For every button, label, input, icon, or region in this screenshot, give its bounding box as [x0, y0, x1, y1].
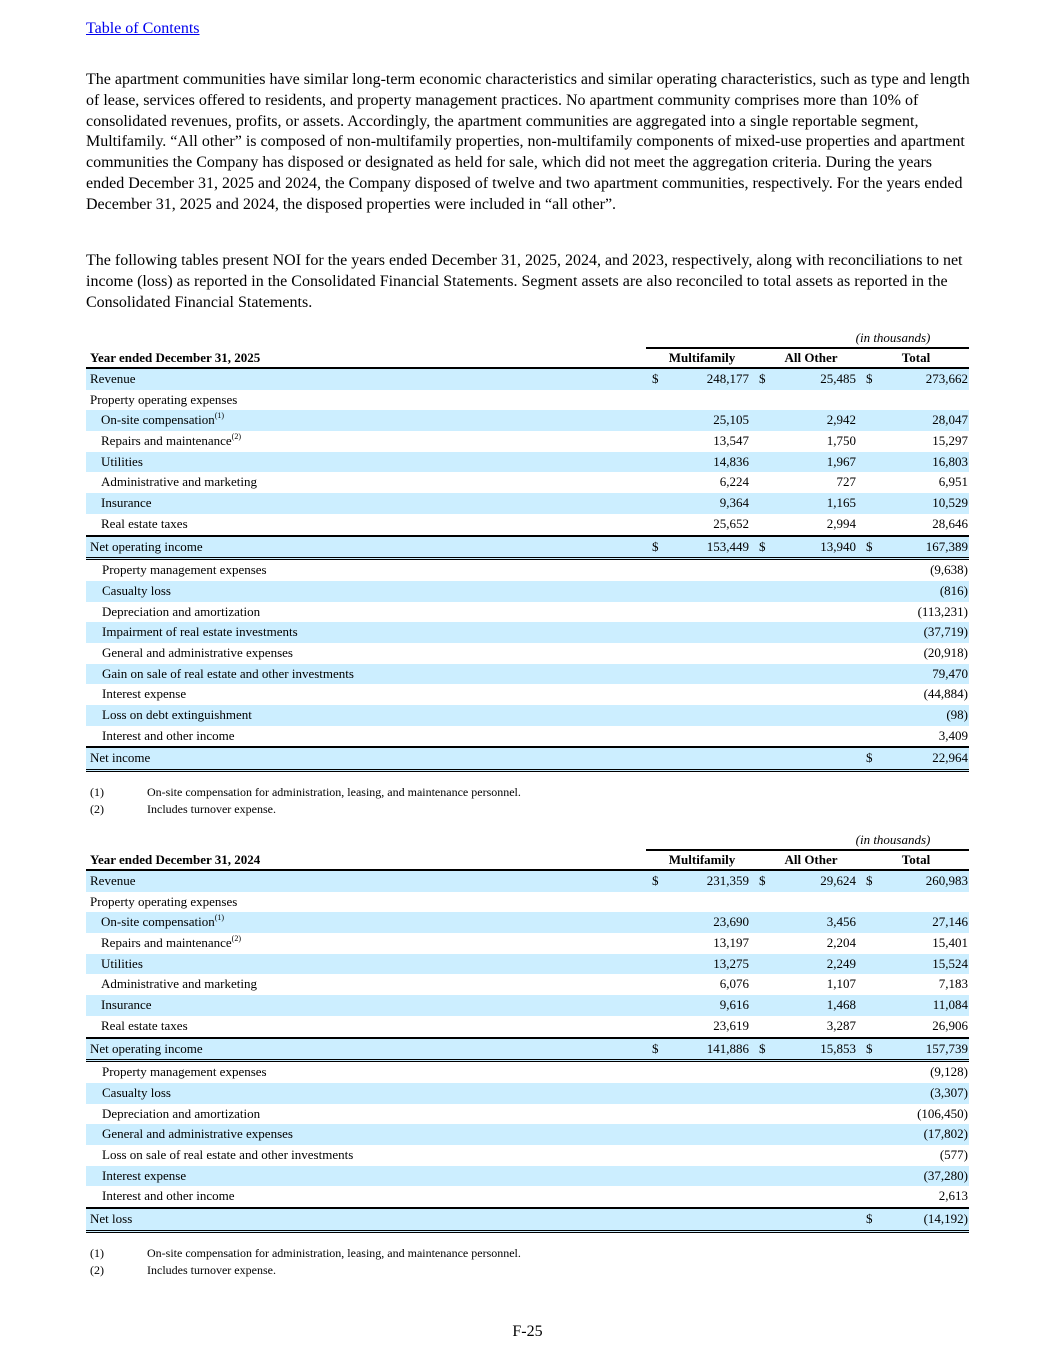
dollar-sign: $	[759, 1040, 766, 1056]
footnote-text: On-site compensation for administration, leasing, and maintenance personnel.	[147, 785, 521, 800]
footnote-ref: (1)	[214, 913, 225, 923]
cell-value: 23,690	[713, 914, 749, 930]
cell-value: 273,662	[925, 371, 968, 386]
cell-value: 3,287	[826, 1017, 856, 1033]
row-label-text: Interest expense	[102, 686, 187, 702]
row-label	[90, 537, 203, 558]
dollar-sign: $	[866, 538, 873, 554]
dollar-sign: $	[866, 750, 873, 766]
row-label-text: Utilities	[101, 453, 143, 469]
cell-value: 25,485	[820, 371, 856, 386]
row-label-text: Property management expenses	[102, 562, 267, 578]
cell-value: 79,470	[932, 665, 968, 681]
row-label	[101, 1016, 188, 1037]
units-header	[86, 832, 969, 849]
footnote-ref: (2)	[231, 432, 241, 442]
table-of-contents-link[interactable]: Table of Contents	[86, 20, 200, 37]
table-row	[86, 1207, 969, 1233]
row-label	[90, 369, 135, 390]
cell-value: 28,047	[932, 412, 968, 428]
row-label-text: Insurance	[101, 997, 152, 1013]
cell-value: 727	[836, 474, 856, 490]
footnote-ref: (1)	[214, 411, 225, 421]
cell-value: 25,652	[713, 515, 749, 531]
row-label-text: Revenue	[90, 873, 136, 888]
row-label-text: Repairs and maintenance	[101, 433, 232, 449]
cell-value: 7,183	[938, 976, 968, 992]
cell-value: (14,192)	[923, 1211, 968, 1226]
table-row	[86, 581, 969, 602]
column-header: Multifamily	[668, 852, 736, 867]
cell-value: 1,750	[826, 433, 856, 449]
cell-value: 29,624	[820, 873, 856, 888]
footnote-text: Includes turnover expense.	[147, 1262, 276, 1277]
cell-value: 14,836	[713, 453, 749, 469]
row-label	[90, 390, 237, 411]
footnote-spacer	[86, 1233, 969, 1245]
row-label	[102, 1166, 186, 1187]
row-label-text: General and administrative expenses	[102, 1126, 293, 1142]
cell-value: 3,456	[826, 914, 856, 930]
cell-value: (20,918)	[923, 644, 968, 660]
footnote-ref: (2)	[231, 934, 241, 944]
table-row	[86, 892, 969, 913]
cell-value: (98)	[946, 707, 968, 722]
row-label-text: Interest and other income	[102, 1188, 235, 1204]
table-row	[86, 912, 969, 933]
table-row	[86, 1166, 969, 1187]
dollar-sign: $	[652, 538, 659, 554]
footnote-number: (1)	[90, 1245, 104, 1260]
cell-value: (37,719)	[923, 624, 968, 640]
tables-intro-paragraph: The following tables present NOI for the years ended December 31, 2025, 2024, and 2023, respectively, along with reconciliations to net income (loss) as reported in the Consolidated Financial Statements. Segment assets are also reconciled to total assets as reported in the Consolidated Financial Statements.	[86, 252, 963, 311]
cell-value: (816)	[939, 582, 968, 598]
row-label-text: Net operating income	[90, 1040, 203, 1056]
row-label-text: Casualty loss	[102, 582, 171, 598]
table-row	[86, 493, 969, 514]
cell-value: 2,994	[826, 515, 856, 531]
row-label	[102, 705, 252, 726]
units-label: (in thousands)	[855, 832, 931, 847]
row-label-text: Net loss	[90, 1211, 133, 1226]
footnote-number: (2)	[90, 802, 104, 817]
cell-value: 28,646	[932, 515, 968, 531]
row-label-text: Depreciation and amortization	[102, 1105, 261, 1121]
cell-value: 167,389	[925, 538, 968, 554]
table-row	[86, 933, 969, 954]
row-label-text: Repairs and maintenance	[101, 935, 232, 951]
column-header: All Other	[784, 350, 838, 365]
cell-value: 6,224	[719, 474, 749, 490]
row-label-text: Utilities	[101, 955, 143, 971]
table-row	[86, 1145, 969, 1166]
row-label	[102, 581, 171, 602]
dollar-sign: $	[866, 873, 873, 888]
table-header	[86, 849, 969, 871]
cell-value: 27,146	[932, 914, 968, 930]
dollar-sign: $	[866, 1040, 873, 1056]
cell-value: 9,616	[719, 997, 749, 1013]
row-label	[101, 493, 152, 514]
cell-value: 3,409	[938, 727, 968, 743]
cell-value: 26,906	[932, 1017, 968, 1033]
row-label	[101, 954, 143, 975]
row-label	[101, 410, 224, 431]
row-label	[102, 643, 293, 664]
table-row	[86, 535, 969, 561]
table-row	[86, 560, 969, 581]
row-label	[102, 602, 260, 623]
row-label	[102, 1124, 293, 1145]
dollar-sign: $	[866, 371, 873, 386]
dollar-sign: $	[866, 1211, 873, 1226]
cell-value: 6,951	[938, 474, 968, 490]
row-label	[102, 1186, 234, 1207]
row-label	[101, 933, 241, 954]
table-row	[86, 1016, 969, 1037]
row-label	[101, 452, 143, 473]
row-label-text: Property operating expenses	[90, 893, 238, 909]
cell-value: 15,524	[932, 955, 968, 971]
cell-value: 231,359	[706, 873, 749, 888]
dollar-sign: $	[652, 873, 659, 888]
table-row	[86, 622, 969, 643]
cell-value: 141,886	[706, 1040, 749, 1056]
row-label	[101, 995, 152, 1016]
row-label	[102, 560, 267, 581]
cell-value: 25,105	[713, 412, 749, 428]
cell-value: 2,942	[826, 412, 856, 428]
dollar-sign: $	[652, 371, 659, 386]
table-row	[86, 1124, 969, 1145]
cell-value: 1,468	[826, 997, 856, 1013]
cell-value: (113,231)	[917, 603, 968, 619]
row-label	[90, 892, 237, 913]
row-label-text: Insurance	[101, 495, 152, 511]
footnote-text: Includes turnover expense.	[147, 802, 276, 817]
dollar-sign: $	[652, 1040, 659, 1056]
row-label-text: Loss on sale of real estate and other investments	[102, 1146, 354, 1162]
table-row	[86, 1062, 969, 1083]
row-label	[102, 664, 354, 685]
cell-value: 2,613	[938, 1188, 968, 1204]
table-row	[86, 1083, 969, 1104]
cell-value: 153,449	[706, 538, 749, 554]
row-label	[102, 1145, 353, 1166]
column-header: Total	[901, 350, 931, 365]
cell-value: 13,275	[713, 955, 749, 971]
table-row	[86, 514, 969, 535]
cell-value: 11,084	[932, 997, 968, 1013]
dollar-sign: $	[759, 873, 766, 888]
header-rule	[646, 347, 969, 349]
row-label-text: Gain on sale of real estate and other investments	[102, 665, 354, 681]
units-header	[86, 330, 969, 347]
cell-value: 15,297	[932, 433, 968, 449]
table-row	[86, 431, 969, 452]
table-row	[86, 871, 969, 892]
cell-value: 248,177	[706, 371, 749, 386]
dollar-sign: $	[759, 538, 766, 554]
cell-value: 15,853	[820, 1040, 856, 1056]
cell-value: (37,280)	[923, 1167, 968, 1183]
table-row	[86, 410, 969, 431]
table-row	[86, 452, 969, 473]
table-row	[86, 1037, 969, 1063]
cell-value: 15,401	[932, 935, 968, 951]
row-label	[90, 1039, 203, 1060]
cell-value: 2,249	[826, 955, 856, 971]
table-row	[86, 705, 969, 726]
cell-value: 6,076	[719, 976, 749, 992]
table-row	[86, 472, 969, 493]
segment-table-2024	[86, 832, 969, 1279]
footnote-number: (1)	[90, 785, 104, 800]
row-label	[102, 1104, 260, 1125]
table-row	[86, 390, 969, 411]
cell-value: (3,307)	[930, 1084, 968, 1100]
table-row	[86, 995, 969, 1016]
row-label-text: Loss on debt extinguishment	[102, 707, 252, 722]
table-row	[86, 602, 969, 623]
table-row	[86, 974, 969, 995]
cell-value: (9,638)	[930, 562, 968, 578]
footnote	[86, 801, 969, 818]
footnote	[86, 1262, 969, 1279]
row-label	[90, 1209, 132, 1230]
table-row	[86, 954, 969, 975]
row-label-text: Administrative and marketing	[101, 976, 257, 992]
row-label-text: Administrative and marketing	[101, 474, 257, 490]
cell-value: 157,739	[925, 1040, 968, 1056]
row-label-text: Casualty loss	[102, 1084, 171, 1100]
row-label-text: Property management expenses	[102, 1064, 267, 1080]
cell-value: (9,128)	[930, 1064, 968, 1080]
row-label	[101, 431, 241, 452]
row-label	[102, 684, 186, 705]
row-label-text: General and administrative expenses	[102, 644, 293, 660]
row-label-text: Net operating income	[90, 538, 203, 554]
row-label-text: Real estate taxes	[101, 515, 188, 531]
row-label	[102, 1083, 171, 1104]
cell-value: (577)	[939, 1146, 968, 1162]
cell-value: 13,547	[713, 433, 749, 449]
footnote-spacer	[86, 772, 969, 784]
footnote	[86, 784, 969, 801]
row-label	[90, 871, 135, 892]
column-header: Multifamily	[668, 350, 736, 365]
cell-value: 10,529	[932, 495, 968, 511]
table-row	[86, 1104, 969, 1125]
row-label	[102, 622, 298, 643]
row-label	[101, 974, 257, 995]
footnote	[86, 1245, 969, 1262]
table-row	[86, 369, 969, 390]
segment-table-2025	[86, 330, 969, 818]
cell-value: 1,967	[826, 453, 856, 469]
cell-value: 1,107	[826, 976, 856, 992]
cell-value: (106,450)	[917, 1105, 968, 1121]
row-label	[101, 514, 188, 535]
cell-value: 23,619	[713, 1017, 749, 1033]
row-label-text: Interest and other income	[102, 727, 235, 743]
table-row	[86, 726, 969, 747]
row-label-text: Net income	[90, 750, 151, 766]
table-row	[86, 1186, 969, 1207]
cell-value: 16,803	[932, 453, 968, 469]
dollar-sign: $	[759, 371, 766, 386]
footnote-text: On-site compensation for administration, leasing, and maintenance personnel.	[147, 1245, 521, 1260]
units-label: (in thousands)	[855, 330, 931, 345]
cell-value: 2,204	[826, 935, 856, 951]
segment-description-paragraph: The apartment communities have similar long-term economic characteristics and similar operating characteristics, such as type and length of lease, services offered to residents, and property management practices. No apartment community comprises more than 10% of consolidated revenues, profits, or assets. Accordingly, the apartment communities are aggregated into a single reportable segment, Multifamily. “All other” is composed of non-multifamily properties, non-multifamily components of mixed-use properties and apartment communities the Company has disposed or designated as held for sale, which did not meet the aggregation criteria. During the years ended December 31, 2025 and 2024, the Company disposed of twelve and two apartment communities, respectively. For the years ended December 31, 2025 and 2024, the disposed properties were included in “all other”.	[86, 71, 970, 213]
cell-value: 9,364	[719, 495, 749, 511]
page-number: F-25	[512, 1323, 543, 1340]
row-label-text: Revenue	[90, 371, 136, 386]
row-label-text: Depreciation and amortization	[102, 603, 261, 619]
cell-value: 260,983	[925, 873, 968, 888]
table-row	[86, 664, 969, 685]
column-header: Total	[901, 852, 931, 867]
cell-value: (44,884)	[923, 686, 968, 702]
row-label-text: Impairment of real estate investments	[102, 624, 298, 640]
row-label	[101, 912, 224, 933]
header-rule	[646, 849, 969, 851]
cell-value: 1,165	[826, 495, 856, 511]
cell-value: 22,964	[932, 750, 968, 766]
column-header: All Other	[784, 852, 838, 867]
cell-value: 13,940	[820, 538, 856, 554]
row-label-text: On-site compensation	[101, 914, 215, 930]
row-label	[102, 1062, 267, 1083]
row-label-text: Interest expense	[102, 1167, 187, 1183]
table-row	[86, 746, 969, 772]
table-header	[86, 347, 969, 369]
row-label	[90, 748, 150, 769]
footnote-number: (2)	[90, 1262, 104, 1277]
row-label-text: Property operating expenses	[90, 391, 238, 407]
row-label-text: Real estate taxes	[101, 1017, 188, 1033]
row-label	[101, 472, 257, 493]
cell-value: 13,197	[713, 935, 749, 951]
table-row	[86, 684, 969, 705]
row-label	[102, 726, 234, 747]
row-label-text: On-site compensation	[101, 412, 215, 428]
table-title: Year ended December 31, 2024	[90, 852, 261, 867]
cell-value: (17,802)	[923, 1126, 968, 1142]
table-row	[86, 643, 969, 664]
table-title: Year ended December 31, 2025	[90, 350, 261, 365]
